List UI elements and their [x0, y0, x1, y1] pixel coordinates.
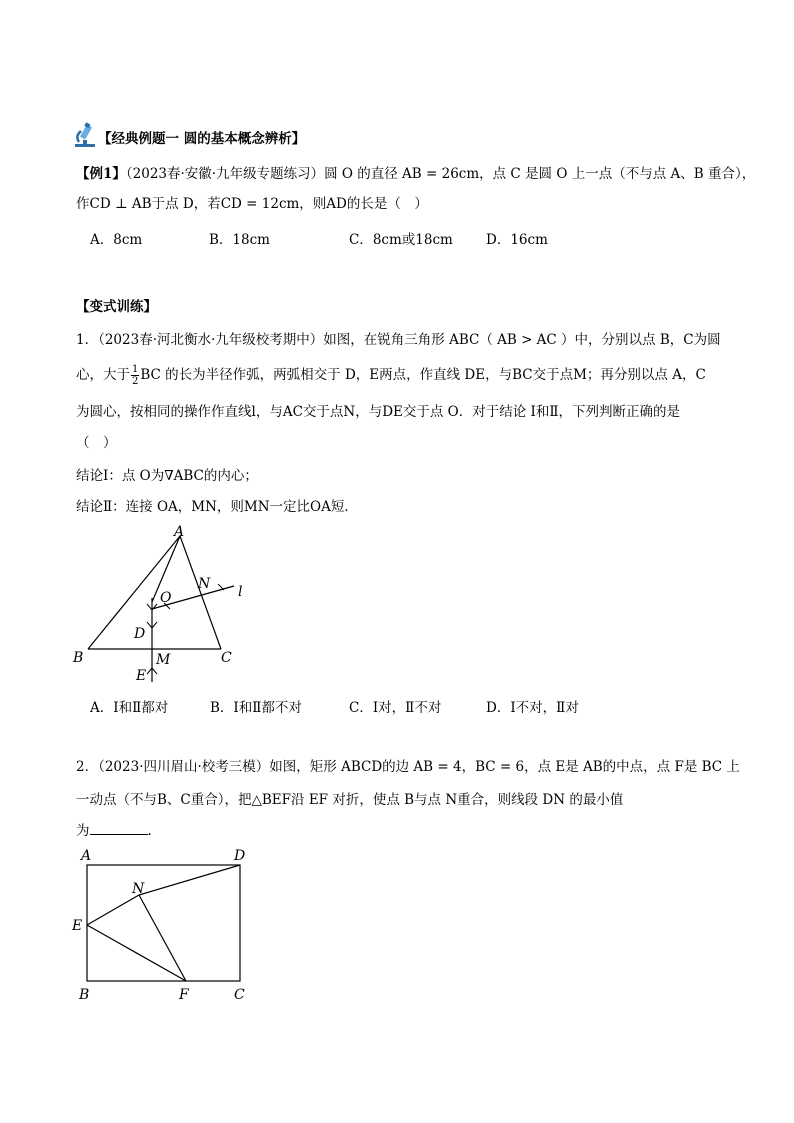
q1-line-2 — [76, 364, 706, 387]
segment-en — [87, 895, 139, 925]
q1-line-1: 1．（2023春·河北衡水·九年级校考期中）如图，在锐角三角形 ABC（ AB > AC ）中，分别以点 B，C为圆 — [76, 332, 721, 348]
q2-text-3-end: . — [147, 823, 152, 839]
label-c: C — [221, 650, 232, 666]
example-text-1: （2023春·安徽·九年级专题练习）圆 O 的直径 AB = 26cm，点 C 是圆 O 上一点（不与点 A、B 重合）， — [125, 166, 756, 182]
q2-text-3: 为 — [76, 823, 90, 839]
practice-title: 【变式训练】 — [76, 299, 157, 315]
label-a: A — [81, 848, 92, 864]
answer-blank[interactable] — [90, 822, 148, 835]
rectangle-abcd — [87, 865, 240, 981]
label-m: M — [156, 652, 171, 668]
example-line-2: 作CD ⊥ AB于点 D，若CD = 12cm，则AD的长是（ ） — [76, 196, 428, 212]
q1-conclusion-1: 结论Ⅰ：点 O为∇ABC的内心； — [76, 468, 258, 484]
label-e: E — [72, 918, 83, 934]
half-fraction — [131, 364, 139, 387]
q2-line-1: 2．（2023·四川眉山·校考三模）如图，矩形 ABCD的边 AB = 4，BC = 6，点 E是 AB的中点，点 F是 BC 上 — [76, 759, 740, 775]
label-o: O — [160, 590, 172, 606]
label-f: F — [179, 987, 189, 1003]
q1-option-d[interactable]: D．Ⅰ不对，Ⅱ对 — [486, 700, 579, 716]
label-n: N — [198, 576, 211, 592]
example-line-1 — [76, 165, 755, 183]
label-c: C — [234, 987, 245, 1003]
q1-figure — [66, 522, 266, 692]
label-e: E — [136, 668, 147, 684]
q1-line-4: （ ） — [76, 435, 117, 451]
fraction-denominator: 2 — [132, 376, 139, 387]
label-l: l — [238, 584, 243, 600]
section-title: 【经典例题一 圆的基本概念辨析】 — [98, 131, 306, 147]
label-a: A — [174, 524, 185, 540]
label-b: B — [79, 987, 90, 1003]
q1-option-a[interactable]: A．Ⅰ和Ⅱ都对 — [90, 700, 169, 716]
q2-line-2: 一动点（不与B、C重合），把△BEF沿 EF 对折，使点 B与点 N重合，则线段 DN 的最小值 — [76, 792, 624, 808]
q2-line-3 — [76, 822, 152, 840]
example-option-b[interactable]: B．18cm — [209, 232, 270, 248]
label-n: N — [132, 881, 145, 897]
microscope-icon — [72, 122, 98, 148]
label-d: D — [234, 848, 246, 864]
side-ac — [180, 536, 221, 649]
example-option-a[interactable]: A．8cm — [90, 232, 143, 248]
q1-option-b[interactable]: B．Ⅰ和Ⅱ都不对 — [210, 700, 302, 716]
segment-nd — [139, 865, 240, 895]
label-b: B — [73, 650, 84, 666]
q2-figure — [66, 845, 266, 1010]
q1-text-2a: 心，大于 — [76, 367, 130, 383]
example-tag: 【例1】 — [76, 166, 126, 182]
fraction-numerator: 1 — [132, 364, 139, 375]
q1-option-c[interactable]: C．Ⅰ对，Ⅱ不对 — [349, 700, 442, 716]
q1-line-3: 为圆心，按相同的操作作直线l，与AC交于点N，与DE交于点 O．对于结论 Ⅰ和Ⅱ，下列判断正确的是 — [76, 404, 681, 420]
label-d: D — [134, 626, 146, 642]
example-option-c[interactable]: C．8cm或18cm — [349, 232, 453, 248]
q1-conclusion-2: 结论Ⅱ：连接 OA，MN，则MN一定比OA短． — [76, 499, 358, 515]
q1-text-2b: BC 的长为半径作弧，两弧相交于 D，E两点，作直线 DE，与BC交于点M；再分别以点 A，C — [140, 367, 706, 383]
example-option-d[interactable]: D．16cm — [486, 232, 548, 248]
